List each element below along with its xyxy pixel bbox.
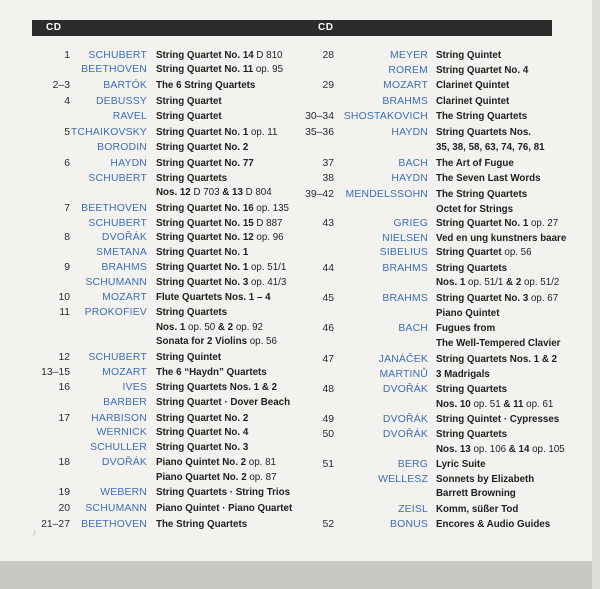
work-title <box>156 412 248 426</box>
work-title-part: String Quartet No. 3 <box>436 293 529 304</box>
work-title-part: The Art of Fugue <box>436 158 514 169</box>
work-title <box>436 307 499 321</box>
composer-name: JANÁČEK <box>378 354 428 365</box>
work-title <box>156 366 267 380</box>
work-title <box>436 276 559 290</box>
work-title <box>436 337 560 351</box>
work-title <box>156 157 254 171</box>
work-title-part: String Quartets <box>436 263 508 274</box>
work-title <box>156 110 222 124</box>
work-title-part: Nos. 1 <box>436 277 466 288</box>
work-title-part: Nos. 10 <box>436 399 471 410</box>
composer-name: DVOŘÁK <box>101 457 147 468</box>
cd-number: 46 <box>322 323 334 334</box>
work-title-part: Encores & Audio Guides <box>436 519 551 530</box>
work-title-part: String Quartet No. 2 <box>156 413 249 424</box>
work-title-part: & 11 <box>503 399 524 410</box>
page-edge-right <box>592 0 600 589</box>
work-title-part: String Quartet No. 4 <box>436 65 529 76</box>
composer-name: MOZART <box>102 367 147 378</box>
work-title <box>436 203 513 217</box>
cd-number: 19 <box>58 487 70 498</box>
composer-name: SCHUBERT <box>88 352 147 363</box>
work-title-part: String Quartet <box>436 247 502 258</box>
work-title-part: Nos. 12 <box>156 187 191 198</box>
catalogue-number: op. 11 <box>248 127 278 138</box>
composer-name: ROREM <box>388 65 428 76</box>
catalogue-number: op. 87 <box>246 472 277 483</box>
composer-name: SCHUBERT <box>88 50 147 61</box>
cd-number: 13–15 <box>41 367 70 378</box>
catalogue-number: op. 27 <box>528 218 559 229</box>
work-title-part: String Quartets · String Trios <box>156 487 291 498</box>
cd-number: 43 <box>322 218 334 229</box>
work-title-part: The Well-Tempered Clavier <box>436 338 561 349</box>
work-title <box>156 276 286 290</box>
cd-number: 48 <box>322 384 334 395</box>
work-title <box>156 186 272 200</box>
cd-number: 7 <box>64 203 70 214</box>
work-title-part: Komm, süßer Tod <box>436 504 519 515</box>
work-title <box>436 95 509 109</box>
work-title <box>436 383 507 397</box>
work-title-part: String Quartet <box>156 96 222 107</box>
work-title <box>436 141 545 155</box>
work-title-part: String Quartets <box>436 384 508 395</box>
composer-name: SMETANA <box>96 247 147 258</box>
composer-name: BRAHMS <box>382 293 428 304</box>
composer-name: HAYDN <box>391 173 428 184</box>
work-title <box>156 441 248 455</box>
work-title <box>436 322 495 336</box>
catalogue-number: op. 56 <box>501 247 532 258</box>
work-title-part: Piano Quintet · Piano Quartet <box>156 503 293 514</box>
work-title <box>436 458 486 472</box>
composer-name: BACH <box>398 158 428 169</box>
work-title-part: The String Quartets <box>436 189 528 200</box>
work-title <box>156 426 248 440</box>
catalogue-number: op. 67 <box>528 293 559 304</box>
work-title <box>156 381 277 395</box>
work-title-part: The 6 “Haydn” Quartets <box>156 367 267 378</box>
catalogue-number: D 887 <box>253 218 283 229</box>
work-title-part: Ved en ung kunstners baare <box>436 233 567 244</box>
composer-name: HAYDN <box>110 158 147 169</box>
cd-number: 2–3 <box>52 80 70 91</box>
work-title <box>436 262 507 276</box>
composer-name: DVOŘÁK <box>382 414 428 425</box>
work-title-part: String Quartets <box>156 173 228 184</box>
work-title-part: String Quartets Nos. <box>436 127 531 138</box>
work-title-part: String Quartets <box>156 307 228 318</box>
composer-name: MENDELSSOHN <box>345 189 428 200</box>
composer-name: SCHUMANN <box>85 277 147 288</box>
work-title-part: String Quartet No. 14 <box>156 50 254 61</box>
composer-name: BONUS <box>390 519 428 530</box>
work-title <box>156 202 289 216</box>
work-title <box>436 398 553 412</box>
catalogue-number: D 703 <box>190 187 223 198</box>
work-title <box>156 518 247 532</box>
composer-name: BEETHOVEN <box>81 519 147 530</box>
work-title <box>156 291 271 305</box>
work-title <box>436 172 541 186</box>
work-title <box>436 64 528 78</box>
catalogue-number: D 804 <box>242 187 272 198</box>
composer-name: BARTÓK <box>103 80 147 91</box>
composer-name: WEBERN <box>100 487 147 498</box>
composer-name: SCHULLER <box>89 442 147 453</box>
page-edge-shadow <box>0 561 600 589</box>
composer-name: BRAHMS <box>382 263 428 274</box>
composer-name: TCHAIKOVSKY <box>70 127 147 138</box>
work-title-part: Barrett Browning <box>436 488 516 499</box>
composer-name: BORODIN <box>97 142 147 153</box>
composer-name: HAYDN <box>391 127 428 138</box>
cd-number: 6 <box>64 158 70 169</box>
cd-number: 21–27 <box>41 519 70 530</box>
work-title-part: String Quartet · Dover Beach <box>156 397 291 408</box>
work-title-part: Octet for Strings <box>436 204 514 215</box>
composer-name: BRAHMS <box>382 96 428 107</box>
work-title <box>436 292 558 306</box>
catalogue-number: op. 56 <box>247 336 277 347</box>
work-title-part: Piano Quartet No. 2 <box>156 472 247 483</box>
work-title-part: Sonata for 2 Violins <box>156 336 248 347</box>
work-title <box>436 413 559 427</box>
work-title-part: Clarinet Quintet <box>436 80 510 91</box>
work-title-part: The Seven Last Words <box>436 173 541 184</box>
catalogue-number: op. 50 <box>185 322 218 333</box>
cd-number: 44 <box>322 263 334 274</box>
work-title <box>436 503 518 517</box>
work-title <box>436 487 516 501</box>
work-title <box>156 396 290 410</box>
cd-number: 35–36 <box>305 127 334 138</box>
catalogue-number: op. 41/3 <box>248 277 287 288</box>
cd-number: 1 <box>64 50 70 61</box>
composer-name: BERG <box>397 459 428 470</box>
work-title <box>156 261 286 275</box>
work-title-part: String Quartet <box>156 111 222 122</box>
cd-number: 30–34 <box>305 111 334 122</box>
work-title <box>156 351 221 365</box>
work-title-part: Sonnets by Elizabeth <box>436 474 535 485</box>
work-title <box>436 49 501 63</box>
work-title <box>436 217 558 231</box>
catalogue-number: op. 135 <box>253 203 289 214</box>
cd-number: 10 <box>58 292 70 303</box>
work-title <box>156 126 277 140</box>
composer-name: DEBUSSY <box>95 96 147 107</box>
work-title-part: String Quartet No. 3 <box>156 442 249 453</box>
catalogue-number: op. 51/2 <box>521 277 560 288</box>
cd-number: 4 <box>64 96 70 107</box>
composer-name: SCHUBERT <box>88 218 147 229</box>
composer-name: SCHUBERT <box>88 173 147 184</box>
work-title-part: String Quartet No. 1 <box>156 247 249 258</box>
work-title <box>436 368 490 382</box>
work-title-part: The String Quartets <box>156 519 248 530</box>
composer-name: SHOSTAKOVICH <box>343 111 428 122</box>
work-title <box>156 63 283 77</box>
composer-name: MARTINŮ <box>379 369 428 380</box>
work-title <box>156 306 227 320</box>
cd-number: 37 <box>322 158 334 169</box>
composer-name: MEYER <box>390 50 428 61</box>
catalogue-number: op. 81 <box>246 457 276 468</box>
cd-number: 50 <box>322 429 334 440</box>
work-title-part: String Quintet <box>156 352 222 363</box>
cd-number: 45 <box>322 293 334 304</box>
cd-number: 11 <box>59 307 70 318</box>
work-title <box>436 126 531 140</box>
catalogue-number: op. 95 <box>253 64 284 75</box>
work-title <box>156 471 277 485</box>
work-title <box>436 79 509 93</box>
catalogue-number: op. 96 <box>253 232 284 243</box>
work-title-part: & 2 <box>217 322 234 333</box>
work-title <box>156 246 248 260</box>
work-title <box>156 231 284 245</box>
composer-name: DVOŘÁK <box>382 429 428 440</box>
cd-number: 5 <box>64 127 70 138</box>
composer-name: PROKOFIEV <box>84 307 147 318</box>
work-title <box>436 157 514 171</box>
work-title <box>156 335 277 349</box>
catalogue-number: op. 51 <box>470 399 504 410</box>
work-title <box>156 172 227 186</box>
work-title <box>436 443 565 457</box>
cd-header-right: CD <box>300 20 552 36</box>
composer-name: BEETHOVEN <box>81 203 147 214</box>
cd-number: 17 <box>58 413 70 424</box>
work-title-part: Lyric Suite <box>436 459 486 470</box>
composer-name: BEETHOVEN <box>81 64 147 75</box>
work-title-part: String Quartets <box>436 429 508 440</box>
work-title <box>156 486 290 500</box>
work-title-part: String Quartet No. 1 <box>156 262 249 273</box>
cd-number: 49 <box>322 414 334 425</box>
work-title-part: String Quartet No. 2 <box>156 142 249 153</box>
catalogue-number: op. 92 <box>233 322 263 333</box>
work-title-part: String Quartet No. 4 <box>156 427 249 438</box>
work-title-part: String Quartet No. 16 <box>156 203 254 214</box>
cd-number: 20 <box>58 503 70 514</box>
work-title-part: Clarinet Quintet <box>436 96 510 107</box>
cd-number: 52 <box>322 519 334 530</box>
cd-number: 29 <box>322 80 334 91</box>
work-title-part: & 13 <box>222 187 243 198</box>
catalogue-number: op. 105 <box>529 444 565 455</box>
composer-name: MOZART <box>383 80 428 91</box>
composer-name: RAVEL <box>112 111 147 122</box>
cd-number: 38 <box>322 173 334 184</box>
cd-header-left: CD <box>32 20 302 36</box>
work-title <box>156 502 292 516</box>
work-title-part: String Quintet · Cypresses <box>436 414 560 425</box>
work-title <box>156 141 248 155</box>
work-title <box>436 518 550 532</box>
composer-name: DVOŘÁK <box>382 384 428 395</box>
work-title-part: Piano Quintet <box>436 308 500 319</box>
work-title <box>156 79 255 93</box>
work-title-part: Flute Quartets Nos. 1 – 4 <box>156 292 271 303</box>
work-title <box>436 188 527 202</box>
work-title-part: Fugues from <box>436 323 496 334</box>
work-title <box>436 110 527 124</box>
work-title-part: String Quartets Nos. 1 & 2 <box>436 354 558 365</box>
work-title-part: String Quartet No. 11 <box>156 64 254 75</box>
composer-name: MOZART <box>102 292 147 303</box>
work-title-part: String Quartet No. 77 <box>156 158 254 169</box>
cd-number: 9 <box>64 262 70 273</box>
work-title-part: String Quintet <box>436 50 502 61</box>
work-title-part: String Quartet No. 1 <box>436 218 529 229</box>
work-title <box>436 428 507 442</box>
composer-name: IVES <box>122 382 147 393</box>
cd-number: 28 <box>322 50 334 61</box>
catalogue-number: op. 106 <box>470 444 509 455</box>
work-title-part: String Quartet No. 12 <box>156 232 254 243</box>
composer-name: GRIEG <box>393 218 428 229</box>
work-title-part: & 14 <box>508 444 530 455</box>
composer-name: WELLESZ <box>378 474 428 485</box>
work-title-part: 35, 38, 58, 63, 74, 76, 81 <box>436 142 545 153</box>
work-title <box>436 246 532 260</box>
composer-name: ZEISL <box>398 504 428 515</box>
composer-name: SCHUMANN <box>85 503 147 514</box>
work-title <box>156 217 282 231</box>
composer-name: SIBELIUS <box>379 247 428 258</box>
work-title <box>436 232 566 246</box>
work-title-part: String Quartets Nos. 1 & 2 <box>156 382 278 393</box>
work-title-part: & 2 <box>506 277 522 288</box>
catalogue-number: op. 51/1 <box>465 277 507 288</box>
composer-name: BACH <box>398 323 428 334</box>
work-title <box>436 473 534 487</box>
composer-name: DVOŘÁK <box>101 232 147 243</box>
work-title-part: The String Quartets <box>436 111 528 122</box>
work-title <box>156 321 263 335</box>
work-title <box>156 456 276 470</box>
corner-mark-icon: ♪ <box>32 527 37 537</box>
composer-name: BRAHMS <box>101 262 147 273</box>
cd-number: 18 <box>58 457 70 468</box>
composer-name: HARBISON <box>91 413 147 424</box>
cd-number: 8 <box>64 232 70 243</box>
work-title <box>156 95 222 109</box>
cd-number: 12 <box>58 352 70 363</box>
work-title-part: 3 Madrigals <box>436 369 490 380</box>
composer-name: BARBER <box>103 397 147 408</box>
catalogue-number: op. 61 <box>523 399 554 410</box>
work-title <box>436 353 557 367</box>
work-title-part: The 6 String Quartets <box>156 80 256 91</box>
work-title <box>156 49 282 63</box>
work-title-part: String Quartet No. 3 <box>156 277 249 288</box>
work-title-part: Nos. 1 <box>156 322 186 333</box>
cd-number: 39–42 <box>305 189 334 200</box>
cd-number: 16 <box>58 382 70 393</box>
composer-name: WERNICK <box>96 427 147 438</box>
composer-name: NIELSEN <box>382 233 428 244</box>
work-title-part: Nos. 13 <box>436 444 471 455</box>
catalogue-number: D 810 <box>253 50 283 61</box>
cd-number: 47 <box>322 354 334 365</box>
work-title-part: String Quartet No. 1 <box>156 127 249 138</box>
cd-number: 51 <box>322 459 334 470</box>
catalogue-number: op. 51/1 <box>248 262 287 273</box>
work-title-part: String Quartet No. 15 <box>156 218 254 229</box>
work-title-part: Piano Quintet No. 2 <box>156 457 247 468</box>
